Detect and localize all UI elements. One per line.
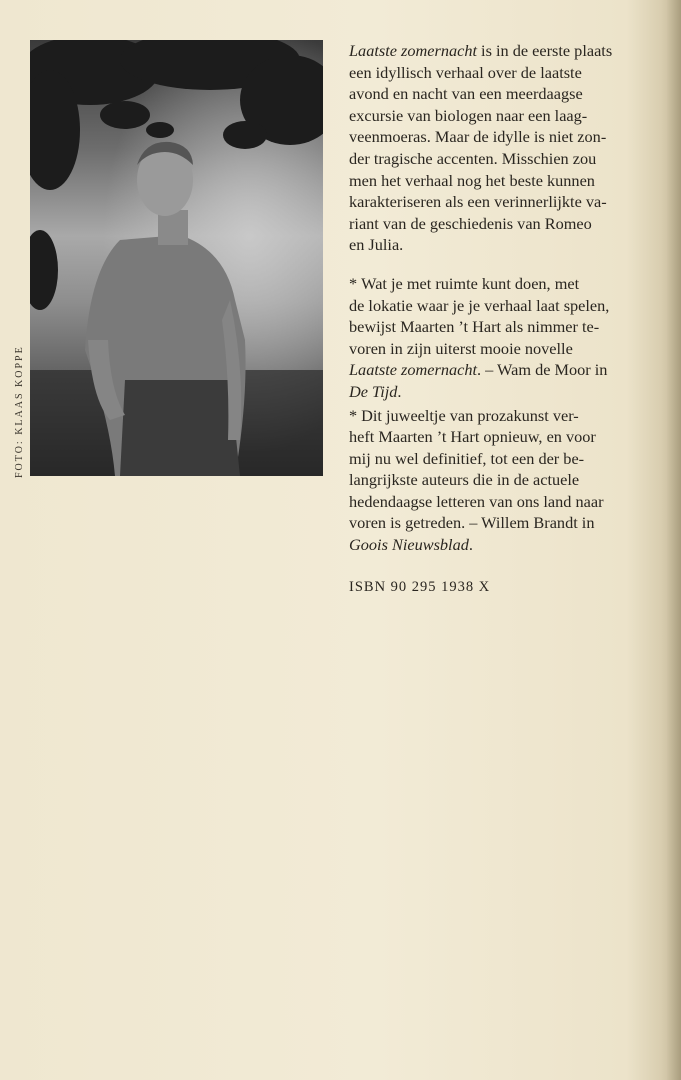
- text-line: voren is getreden. – Willem Brandt in: [349, 513, 595, 533]
- text-line: heft Maarten ’t Hart opnieuw, en voor: [349, 427, 596, 447]
- text-line: en Julia.: [349, 235, 404, 255]
- review-quote-2: [349, 405, 654, 556]
- review-source: De Tijd: [349, 381, 398, 401]
- text-line: Goois Nieuwsblad.: [349, 535, 473, 555]
- description-paragraph: [349, 40, 654, 256]
- text-line: hedendaagse letteren van ons land naar: [349, 491, 604, 511]
- text-line: voren in zijn uiterst mooie novelle: [349, 338, 573, 358]
- author-photo: [30, 40, 323, 476]
- review-source: Goois Nieuwsblad: [349, 535, 469, 555]
- text-line: Laatste zomernacht is in de eerste plaats: [349, 41, 613, 60]
- text-line: Laatste zomernacht. – Wam de Moor in: [349, 360, 608, 380]
- quoted-title: Laatste zomernacht: [349, 360, 477, 380]
- text-line: riant van de geschiedenis van Romeo: [349, 213, 592, 233]
- text-line: een idyllisch verhaal over de laatste: [349, 62, 582, 82]
- book-title: Laatste zomernacht: [349, 41, 477, 60]
- text-line: veenmoeras. Maar de idylle is niet zon-: [349, 127, 607, 147]
- text-line: * Wat je met ruimte kunt doen, met: [349, 273, 580, 293]
- text-line: langrijkste auteurs die in de actuele: [349, 470, 580, 490]
- asterisk-icon: *: [349, 405, 358, 425]
- asterisk-icon: *: [349, 273, 358, 293]
- text-line: men het verhaal nog het beste kunnen: [349, 170, 595, 190]
- text-line: De Tijd.: [349, 381, 402, 401]
- photo-credit: FOTO: KLAAS KOPPE: [14, 345, 25, 478]
- text-line: excursie van biologen naar een laag-: [349, 105, 588, 125]
- blurb-text: [349, 40, 654, 598]
- text-line: * Dit juweeltje van prozakunst ver-: [349, 405, 579, 425]
- text-line: avond en nacht van een meerdaagse: [349, 84, 583, 104]
- cover-edge: [667, 0, 681, 1080]
- review-quote-1: [349, 273, 654, 403]
- text-line: der tragische accenten. Misschien zou: [349, 148, 597, 168]
- isbn-number: ISBN 90 295 1938 X: [349, 578, 491, 595]
- text-line: bewijst Maarten ’t Hart als nimmer te-: [349, 317, 600, 337]
- text-line: de lokatie waar je je verhaal laat spelen,: [349, 295, 610, 315]
- text-line: karakteriseren als een verinnerlijkte va-: [349, 192, 607, 212]
- text-line: mij nu wel definitief, tot een der be-: [349, 448, 585, 468]
